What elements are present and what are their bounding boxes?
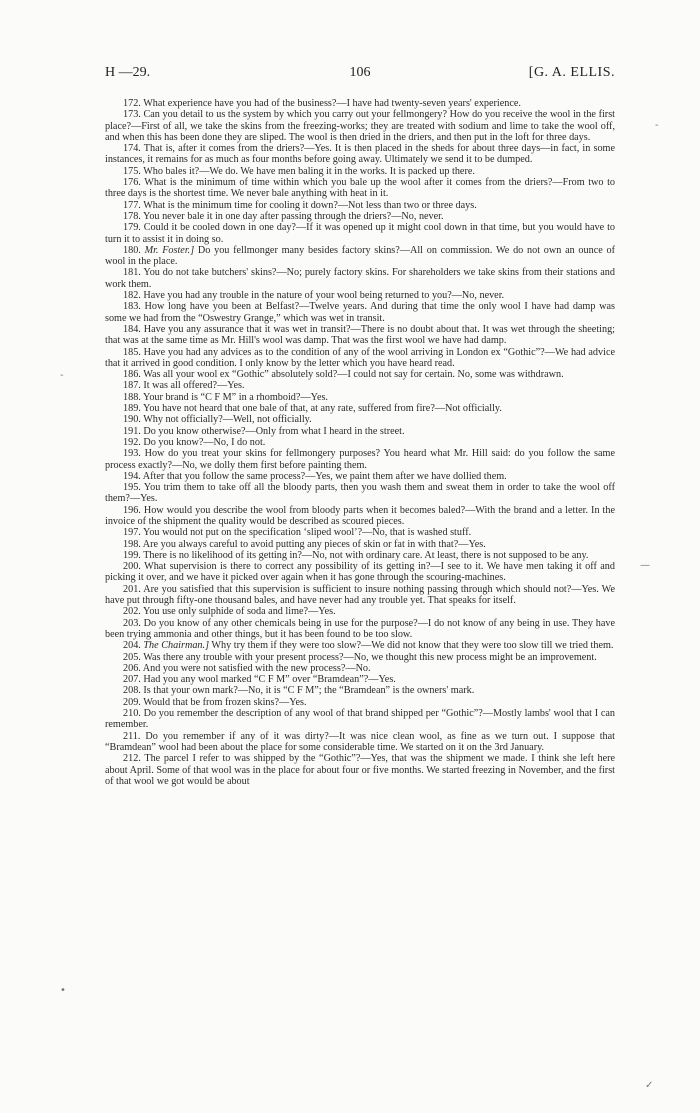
testimony-entry: 211. Do you remember if any of it was dirty?—It was nice clean wool, as fine as we turn out. I suppose that “Bramdean” wool had been about the place for some considerable time. We started on it on the 3rd January. (105, 730, 615, 753)
testimony-entry: 176. What is the minimum of time within which you bale up the wool after it comes from the driers?—From two to three days is the shortest time. We never bale anything with heat in it. (105, 177, 615, 200)
page-number: 106 (349, 65, 371, 80)
testimony-entry: 179. Could it be cooled down in one day?—If it was opened up it might cool down in that time, but you would have to turn it to assist it in doing so. (105, 222, 615, 245)
testimony-entry: 190. Why not officially?—Well, not officially. (123, 414, 312, 426)
testimony-entry: 196. How would you describe the wool from bloody parts when it becomes baled?—With the brand and a letter. In the invoice of the shipment the quality would be described as scoured pieces. (105, 504, 615, 527)
testimony-entry: 186. Was all your wool ex “Gothic” absolutely sold?—I could not say for certain. No, some was withdrawn. (123, 369, 564, 381)
testimony-entry: 172. What experience have you had of the business?—I have had twenty-seven years' experience. (123, 98, 521, 109)
testimony-entry: 173. Can you detail to us the system by which you carry out your fellmongery? How do you receive the wool in the first place?—First of all, we take the skins from the freezing-works; they are treated with sodium and lime to take the wool off, and when this has been done they are sliped. The wool is then dried in the driers, and then put in the loft for three days. (105, 109, 615, 143)
testimony-entry: 206. And you were not satisfied with the new process?—No. (123, 662, 371, 674)
testimony-entry: 177. What is the minimum time for cooling it down?—Not less than two or three days. (123, 199, 477, 211)
testimony-entry: 174. That is, after it comes from the driers?—Yes. It is then placed in the sheds for about three days—in fact, in some instances, it remains for as much as four months before going away. Ultimately we send it to be dumped. (105, 143, 615, 166)
margin-mark: - (655, 120, 659, 131)
page-header (105, 65, 615, 85)
testimony-entry: 187. It was all offered?—Yes. (123, 380, 245, 392)
transcript-body (105, 98, 615, 787)
testimony-entry: 212. The parcel I refer to was shipped by the “Gothic”?—Yes, that was the shipment we made. I think she left here about April. Some of that wool was in the place for about four or five months. We started freezing in November, and the first of that wool we got would be about (105, 753, 615, 787)
testimony-entry: 189. You have not heard that one bale of that, at any rate, suffered from fire?—Not officially. (123, 403, 502, 415)
testimony-entry: 182. Have you had any trouble in the nature of your wool being returned to you?—No, never. (123, 290, 505, 302)
margin-mark: - (60, 370, 64, 381)
testimony-entry: 183. How long have you been at Belfast?—Twelve years. And during that time the only wool I have had damp was some we had from the “Oswestry Grange,” which was wet in transit. (105, 301, 615, 324)
testimony-entry: 203. Do you know of any other chemicals being in use for the purpose?—I do not know of any being in use. They have been trying ammonia and other things, but it has been found to be too slow. (105, 617, 615, 640)
testimony-entry: 197. You would not put on the specification ‘sliped wool’?—No, that is washed stuff. (123, 527, 472, 539)
testimony-entry: 191. Do you know otherwise?—Only from what I heard in the street. (123, 425, 405, 437)
margin-mark: — (640, 560, 650, 571)
testimony-entry: 180. Mr. Foster.] Do you fellmonger many besides factory skins?—All on commission. We do not own an ounce of wool in the place. (105, 244, 615, 268)
testimony-entry: 210. Do you remember the description of any wool of that brand shipped per “Gothic”?—Mostly lambs' wool that I can remember. (105, 708, 615, 731)
document-reference: H —29. (105, 65, 151, 80)
testimony-entry: 205. Was there any trouble with your present process?—No, we thought this new process might be an improvement. (123, 651, 597, 663)
testimony-entry: 178. You never bale it in one day after passing through the driers?—No, never. (123, 210, 444, 222)
testimony-entry: 194. After that you follow the same process?—Yes, we paint them after we have dollied them. (123, 470, 507, 482)
testimony-entry: 202. You use only sulphide of soda and lime?—Yes. (123, 606, 336, 618)
testimony-entry: 200. What supervision is there to correct any possibility of its getting in?—I see to it. We have men taking it off and picking it over, and we have it picked over again when it has gone through the scouring-machines. (105, 561, 615, 584)
testimony-entry: 209. Would that be from frozen skins?—Yes. (123, 696, 307, 708)
testimony-entry: 181. You do not take butchers' skins?—No; purely factory skins. For shareholders we take skins from their stations and work them. (105, 267, 615, 290)
testimony-entry: 198. Are you always careful to avoid putting any pieces of skin or fat in with that?—Yes. (123, 538, 486, 550)
testimony-entry: 175. Who bales it?—We do. We have men baling it in the works. It is packed up there. (123, 165, 475, 177)
margin-mark: ✓ (645, 1080, 654, 1091)
testimony-entry: 184. Have you any assurance that it was wet in transit?—There is no doubt about that. It was wet through the sheeting; that was at the same time as Mr. Hill's wool was damp. That was the first wool we have had damp. (105, 323, 615, 347)
testimony-entry: 195. You trim them to take off all the bloody parts, then you wash them and sweat them in order to take the wool off them?—Yes. (105, 482, 615, 505)
testimony-entry: 201. Are you satisfied that this supervision is sufficient to insure nothing passing through which should not?—Yes. We have put through fifty-one thousand bales, and have never had any trouble yet. That speaks for itself. (105, 583, 615, 607)
testimony-entry: 199. There is no likelihood of its getting in?—No, not with ordinary care. At least, there is not supposed to be any. (123, 549, 589, 561)
testimony-entry: 204. The Chairman.] Why try them if they were too slow?—We did not know that they were too slow till we tried them. (123, 640, 614, 652)
testimony-entry: 192. Do you know?—No, I do not. (123, 436, 266, 448)
testimony-entry: 185. Have you had any advices as to the condition of any of the wool arriving in London ex “Gothic”?—We had advice that it arrived in good condition. I only know by the letter which you have heard read. (105, 346, 615, 369)
testimony-entry: 207. Had you any wool marked “C F M” over “Bramdean”?—Yes. (123, 674, 396, 686)
testimony-entry: 193. How do you treat your skins for fellmongery purposes? You heard what Mr. Hill said: do you follow the same process exactly?—No, we dolly them first before painting them. (105, 448, 615, 471)
testimony-entry: 188. Your brand is “C F M” in a rhomboid?—Yes. (123, 391, 328, 403)
testimony-entry: 208. Is that your own mark?—No, it is “C F M”; the “Bramdean” is the owners' mark. (123, 685, 475, 697)
margin-mark: • (60, 985, 66, 996)
witness-name: [G. A. ELLIS. (528, 65, 615, 80)
